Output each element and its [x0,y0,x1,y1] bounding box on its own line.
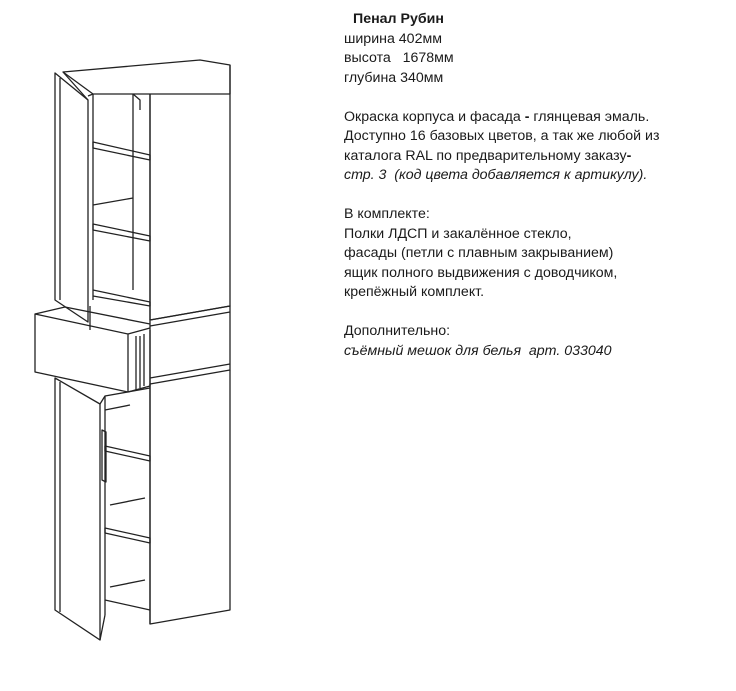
included-item: фасады (петли с плавным закрыванием) [344,245,614,261]
finish-line-1a: Окраска корпуса и фасада [344,108,525,125]
product-title: Пенал Рубин [353,11,444,27]
finish-line-4 [344,166,729,186]
width-spec: ширина 402мм [344,30,442,47]
spec-text [344,10,729,361]
depth-spec: глубина 340мм [344,69,444,86]
height-spec [344,49,729,69]
optional-item-text: съёмный мешок для белья арт. 033040 [344,342,612,359]
finish-line-3 [344,147,729,167]
finish-line-2: Доступно 16 базовых цветов, а так же любой из [344,128,660,144]
optional-item [344,342,729,362]
lower-shelf-2 [105,528,150,543]
cabinet-top [63,60,230,94]
cabinet-right-side-upper [150,65,230,320]
lower-door [55,378,100,640]
finish-dash: - [524,108,530,125]
included-item: крепёжный комплект. [344,284,485,300]
finish-line-3-dash: - [626,147,632,164]
finish-line-1 [344,108,729,128]
drawer-front-fixed [150,306,230,384]
upper-shelf-3 [93,290,150,306]
cabinet-right-side-lower [150,370,230,624]
optional-heading: Дополнительно: [344,323,451,339]
height-value: высота 1678мм [344,50,454,66]
cabinet-drawing [0,0,340,691]
upper-shelf-1 [93,142,150,160]
pulled-drawer [35,314,128,392]
finish-line-1b: глянцевая эмаль. [529,108,650,125]
included-heading: В комплекте: [344,206,430,222]
door-handle [102,430,106,482]
included-item: ящик полного выдвижения с доводчиком, [344,264,618,281]
included-item: Полки ЛДСП и закалённое стекло, [344,225,572,242]
finish-line-3a: каталога RAL по предварительному заказу [344,147,627,164]
color-note: стр. 3 (код цвета добавляется к артикулу). [344,167,648,183]
upper-shelf-2 [93,224,150,241]
lower-shelf-1 [105,446,150,461]
